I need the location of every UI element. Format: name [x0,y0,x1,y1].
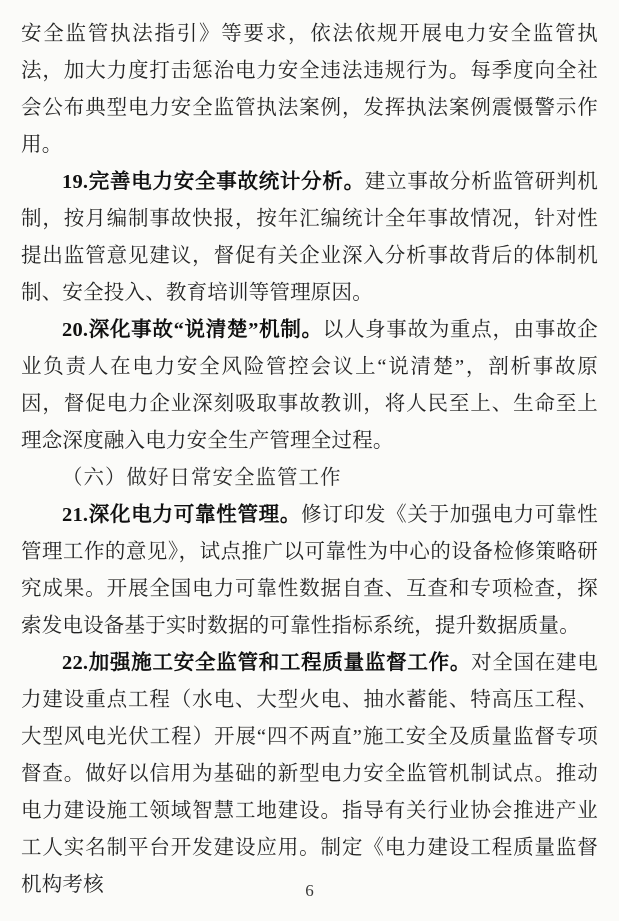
paragraph-item-21 [21,497,598,645]
paragraph-item-20 [21,312,598,460]
paragraph-text-19: 建立事故分析监管研判机制，按月编制事故快报，按年汇编统计全年事故情况，针对性提出监管意见建议，督促有关企业深入分析事故背后的体制机制、安全投入、教育培训等管理原因。 [21,171,598,304]
paragraph-lead-19: 19.完善电力安全事故统计分析。 [62,171,365,193]
document-page-body [21,16,598,904]
section-heading-6 [21,460,598,497]
paragraph-text-22: 对全国在建电力建设重点工程（水电、大型火电、抽水蓄能、特高压工程、大型风电光伏工程）开展“四不两直”施工安全及质量监督专项督查。做好以信用为基础的新型电力安全监管机制试点。推动电力建设施工领域智慧工地建设。指导有关行业协会推进产业工人实名制平台开发建设应用。制定《电力建设工程质量监督机构考核 [21,652,598,896]
section-heading-text: （六）做好日常安全监管工作 [62,467,342,489]
paragraph-lead-22: 22.加强施工安全监管和工程质量监督工作。 [62,652,472,674]
paragraph-text-20: 以人身事故为重点，由事故企业负责人在电力安全风险管控会议上“说清楚”，剖析事故原因，督促电力企业深刻吸取事故教训，将人民至上、生命至上理念深度融入电力安全生产管理全过程。 [21,319,598,452]
paragraph-continuation [21,16,598,164]
page-number: 6 [305,881,314,900]
paragraph-item-22 [21,645,598,904]
paragraph-text-21: 修订印发《关于加强电力可靠性管理工作的意见》，试点推广以可靠性为中心的设备检修策略研究成果。开展全国电力可靠性数据自查、互查和专项检查，探索发电设备基于实时数据的可靠性指标系统，提升数据质量。 [21,504,598,637]
paragraph-lead-20: 20.深化事故“说清楚”机制。 [62,319,323,341]
paragraph-lead-21: 21.深化电力可靠性管理。 [62,504,302,526]
paragraph-text: 安全监管执法指引》等要求，依法依规开展电力安全监管执法，加大力度打击惩治电力安全违法违规行为。每季度向全社会公布典型电力安全监管执法案例，发挥执法案例震慑警示作用。 [21,23,598,156]
paragraph-item-19 [21,164,598,312]
